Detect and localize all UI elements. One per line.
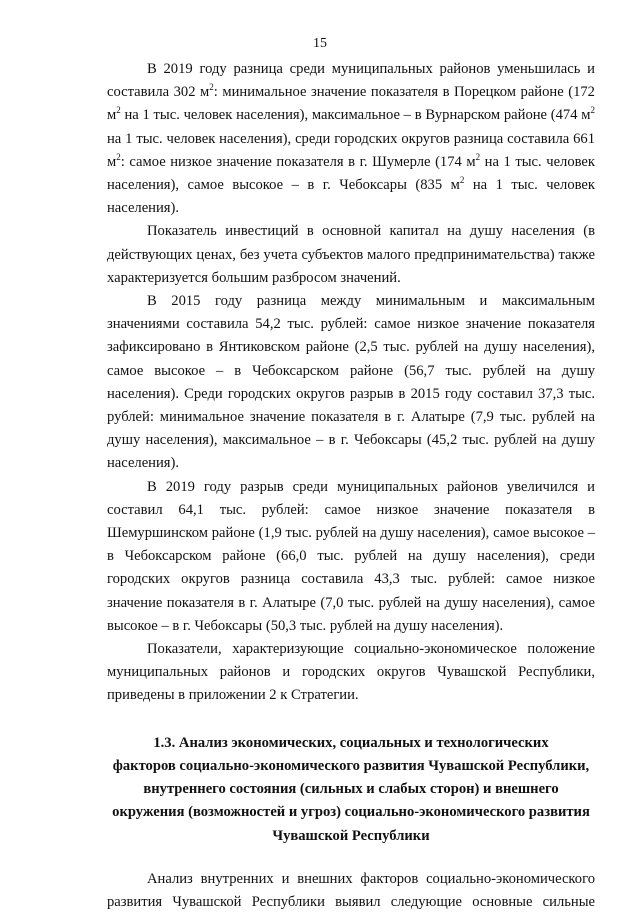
- paragraph-investment-2019: В 2019 году разрыв среди муниципальных районов увеличился и составил 64,1 тыс. рублей: самое низкое значение показателя в Шемуршинском районе (1,9 тыс. рублей на душу населения), самое высокое – в Чебоксарском районе (66,0 тыс. рублей на душу населения), среди городских округов разница составила 43,3 тыс. рублей: самое низкое значение показателя в г. Алатыре (7,0 тыс. рублей на душу населения), самое высокое – в г. Чебоксары (50,3 тыс. рублей на душу населения).: [107, 478, 595, 634]
- superscript: 2: [459, 175, 465, 186]
- text-run: на 1 тыс. человек населения), среди городских округов разница составила 661 м: [107, 130, 595, 170]
- superscript: 2: [475, 151, 481, 162]
- text-run: на 1 тыс. человек населения).: [107, 177, 595, 217]
- page-number: 15: [313, 36, 327, 51]
- heading-line: 1.3. Анализ экономических, социальных и технологических: [153, 734, 549, 751]
- superscript: 2: [590, 105, 595, 116]
- superscript: 2: [116, 105, 121, 116]
- heading-line: факторов социально-экономического развития Чувашской Республики,: [112, 757, 590, 774]
- heading-line: внутреннего состояния (сильных и слабых сторон) и внешнего: [143, 781, 559, 798]
- paragraph-investment-intro: Показатель инвестиций в основной капитал на душу населения (в действующих ценах, без учета субъектов малого предпринимательства) также характеризуется большим разбросом значений.: [107, 223, 595, 286]
- page-body: [107, 58, 595, 914]
- heading-line: окружения (возможностей и угроз) социально-экономического развития: [112, 804, 590, 821]
- superscript: 2: [209, 82, 214, 93]
- text-run: на 1 тыс. человек населения), максимальное – в Вурнарском районе (474 м: [120, 107, 591, 124]
- paragraph-investment-2015: В 2015 году разница между минимальным и максимальным значениями составила 54,2 тыс. рублей: самое низкое значение показателя зафиксировано в Янтиковском районе (2,5 тыс. рублей на душу населения), самое высокое – в Чебоксарском районе (56,7 тыс. рублей на душу населения). Среди городских округов разрыв в 2015 году составил 37,3 тыс. рублей: минимальное значение показателя в г. Алатыре (7,9 тыс. рублей на душу населения), максимальное – в г. Чебоксары (45,2 тыс. рублей на душу населения).: [107, 293, 595, 472]
- text-run: В 2019 году разница среди муниципальных районов уменьшилась и составила 302 м: [107, 61, 595, 101]
- heading-line: Чувашской Республики: [272, 827, 430, 844]
- superscript: 2: [116, 151, 121, 162]
- paragraph-appendix-reference: Показатели, характеризующие социально-экономическое положение муниципальных районов и городских округов Чувашской Республики, приведены в приложении 2 к Стратегии.: [107, 641, 595, 704]
- text-run: : самое низкое значение показателя в г. Шумерле (174 м: [120, 153, 476, 170]
- section-heading: [107, 732, 595, 848]
- paragraph-area-2019: [107, 58, 595, 220]
- paragraph-factor-analysis: Анализ внутренних и внешних факторов социально-экономического развития Чувашской Республики выявил следующие основные сильные: [107, 870, 595, 910]
- text-run: : минимальное значение показателя в Порецком районе (172 м: [107, 84, 595, 124]
- text-run: на 1 тыс. человек населения), самое высокое – в г. Чебоксары (835 м: [107, 153, 596, 194]
